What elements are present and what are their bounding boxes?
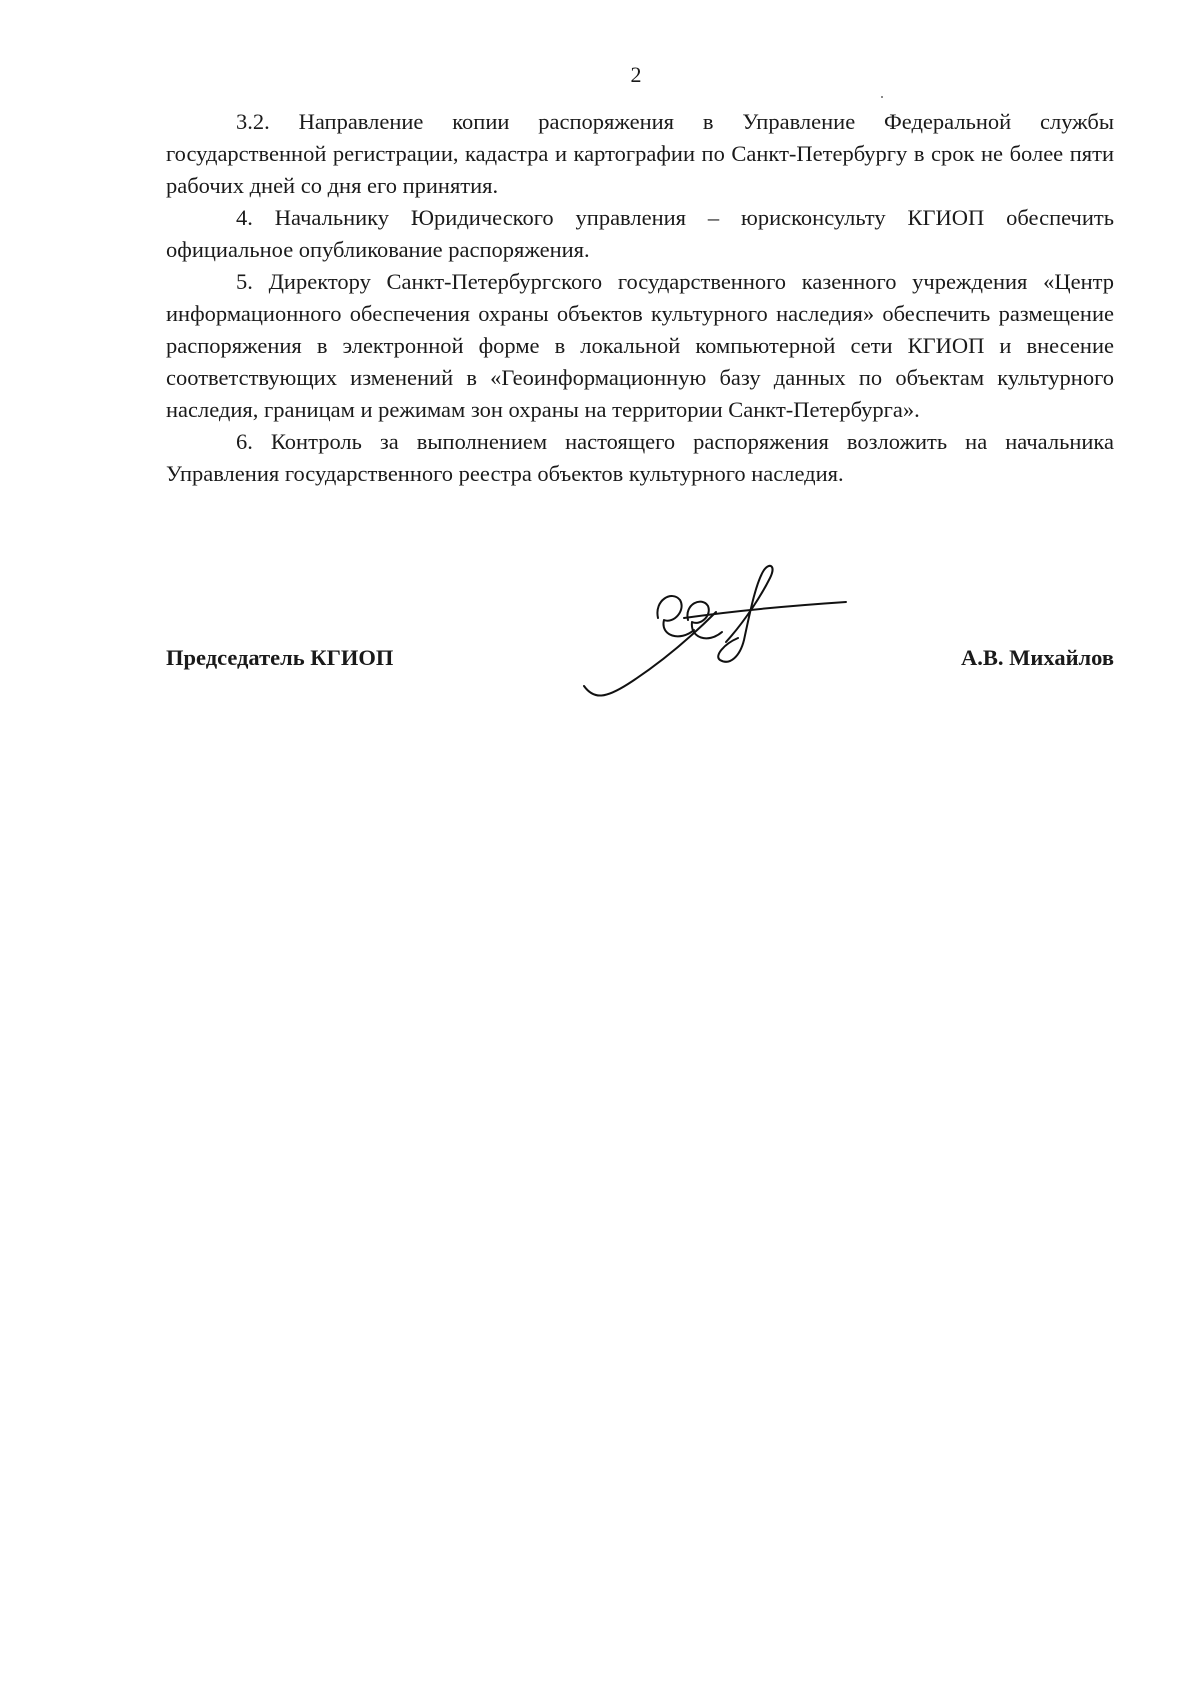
signature-block [166, 560, 1114, 710]
signatory-name: А.В. Михайлов [961, 645, 1114, 670]
signatory-position: Председатель КГИОП [166, 645, 394, 670]
paragraph-5: 5. Директору Санкт-Петербургского государственного казенного учреждения «Центр информационного обеспечения охраны объектов культурного наследия» обеспечить размещение распоряжения в электронной форме в локальной компьютерной сети КГИОП и внесение соответствующих изменений в «Геоинформационную базу данных по объектам культурного наследия, границам и режимам зон охраны на территории Санкт-Петербурга». [166, 269, 1114, 422]
paragraph-6: 6. Контроль за выполнением настоящего распоряжения возложить на начальника Управления государственного реестра объектов культурного наследия. [166, 429, 1114, 486]
scan-artifact [881, 96, 883, 98]
paragraph-4: 4. Начальнику Юридического управления – юрисконсульту КГИОП обеспечить официальное опубликование распоряжения. [166, 205, 1114, 262]
paragraph-3-2: 3.2. Направление копии распоряжения в Управление Федеральной службы государственной регистрации, кадастра и картографии по Санкт-Петербургу в срок не более пяти рабочих дней со дня его принятия. [166, 109, 1114, 198]
document-body [166, 106, 1114, 490]
handwritten-signature-icon [576, 560, 876, 710]
page-number: 2 [630, 62, 642, 87]
